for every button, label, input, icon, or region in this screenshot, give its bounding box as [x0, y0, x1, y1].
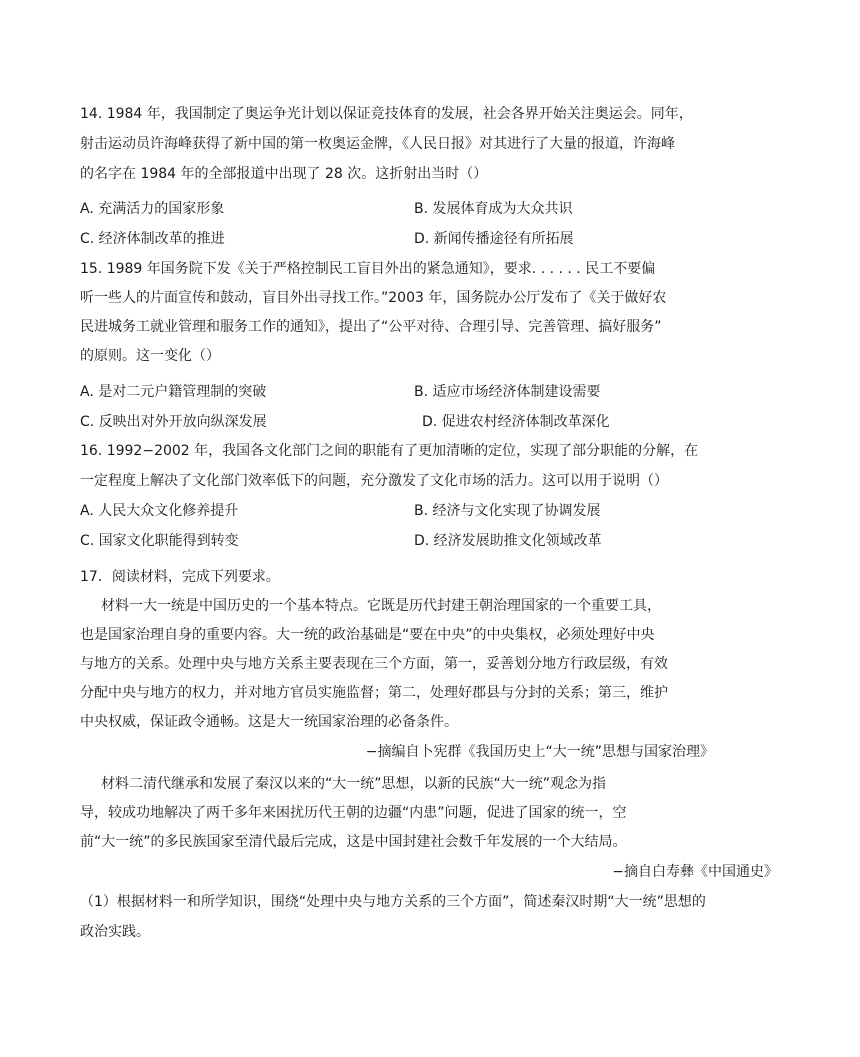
- material-1-line-4: 分配中央与地方的权力，并对地方官员实施监督；第二，处理好郡县与分封的关系；第三，维护: [80, 685, 668, 701]
- q15-option-b: B. 适应市场经济体制建设需要: [414, 384, 601, 400]
- q16-option-b: B. 经济与文化实现了协调发展: [414, 503, 601, 519]
- q15-option-c: C. 反映出对外开放向纵深发展: [80, 414, 267, 430]
- material-1-line-2: 也是国家治理自身的重要内容。大一统的政治基础是“要在中央”的中央集权，必须处理好中央: [80, 627, 655, 643]
- material-2-line-3: 前“大一统”的多民族国家至清代最后完成，这是中国封建社会数千年发展的一个大结局。: [80, 834, 627, 850]
- q16-line-1: 16. 1992−2002 年，我国各文化部门之间的职能有了更加清晰的定位，实现了部分职能的分解，在: [80, 443, 699, 459]
- q16-option-d: D. 经济发展助推文化领域改革: [414, 533, 602, 549]
- material-2-line-2: 导，较成功地解决了两千多年来困扰历代王朝的边疆“内患”问题，促进了国家的统一，空: [80, 805, 627, 821]
- material-1-line-5: 中央权威，保证政令通畅。这是大一统国家治理的必备条件。: [80, 714, 458, 730]
- material-1-line-1: 材料一大一统是中国历史的一个基本特点。它既是历代封建王朝治理国家的一个重要工具，: [101, 598, 661, 614]
- material-2-source: −摘自白寿彝《中国通史》: [612, 864, 778, 880]
- material-1-line-3: 与地方的关系。处理中央与地方关系主要表现在三个方面，第一，妥善划分地方行政层级，有效: [80, 656, 668, 672]
- q14-line-1: 14. 1984 年，我国制定了奥运争光计划以保证竞技体育的发展，社会各界开始关注奥运会。同年，: [80, 106, 693, 122]
- q14-option-c: C. 经济体制改革的推进: [80, 231, 225, 247]
- q15-option-a: A. 是对二元户籍管理制的突破: [80, 384, 267, 400]
- q16-line-2: 一定程度上解决了文化部门效率低下的问题，充分激发了文化市场的活力。这可以用于说明（）: [80, 473, 668, 489]
- q17-intro: 17．阅读材料，完成下列要求。: [80, 569, 280, 585]
- q14-option-a: A. 充满活力的国家形象: [80, 201, 225, 217]
- material-2-line-1: 材料二清代继承和发展了秦汉以来的“大一统”思想，以新的民族“大一统”观念为指: [101, 776, 607, 792]
- q15-line-2: 听一些人的片面宣传和鼓动，盲目外出寻找工作。”2003 年，国务院办公厅发布了《关于做好农: [80, 290, 667, 306]
- q14-line-2: 射击运动员许海峰获得了新中国的第一枚奥运金牌，《人民日报》对其进行了大量的报道，许海峰: [80, 136, 675, 152]
- sub-question-1-line-1: （1）根据材料一和所学知识，围绕“处理中央与地方关系的三个方面”，简述秦汉时期“大一统”思想的: [80, 894, 706, 910]
- q14-line-3: 的名字在 1984 年的全部报道中出现了 28 次。这折射出当时（）: [80, 166, 488, 182]
- material-1-source: −摘编自卜宪群《我国历史上“大一统”思想与国家治理》: [365, 744, 714, 760]
- sub-question-1-line-2: 政治实践。: [80, 924, 150, 940]
- q14-option-b: B. 发展体育成为大众共识: [414, 201, 573, 217]
- q15-line-3: 民进城务工就业管理和服务工作的通知》，提出了“公平对待、合理引导、完善管理、搞好服务”: [80, 319, 662, 335]
- q16-option-a: A. 人民大众文化修养提升: [80, 503, 239, 519]
- q16-option-c: C. 国家文化职能得到转变: [80, 533, 239, 549]
- q15-option-d: D. 促进农村经济体制改革深化: [422, 414, 610, 430]
- q14-option-d: D. 新闻传播途径有所拓展: [414, 231, 574, 247]
- q15-line-4: 的原则。这一变化（）: [80, 348, 220, 364]
- q15-line-1: 15. 1989 年国务院下发《关于严格控制民工盲目外出的紧急通知》，要求. . . . . . 民工不要偏: [80, 261, 656, 277]
